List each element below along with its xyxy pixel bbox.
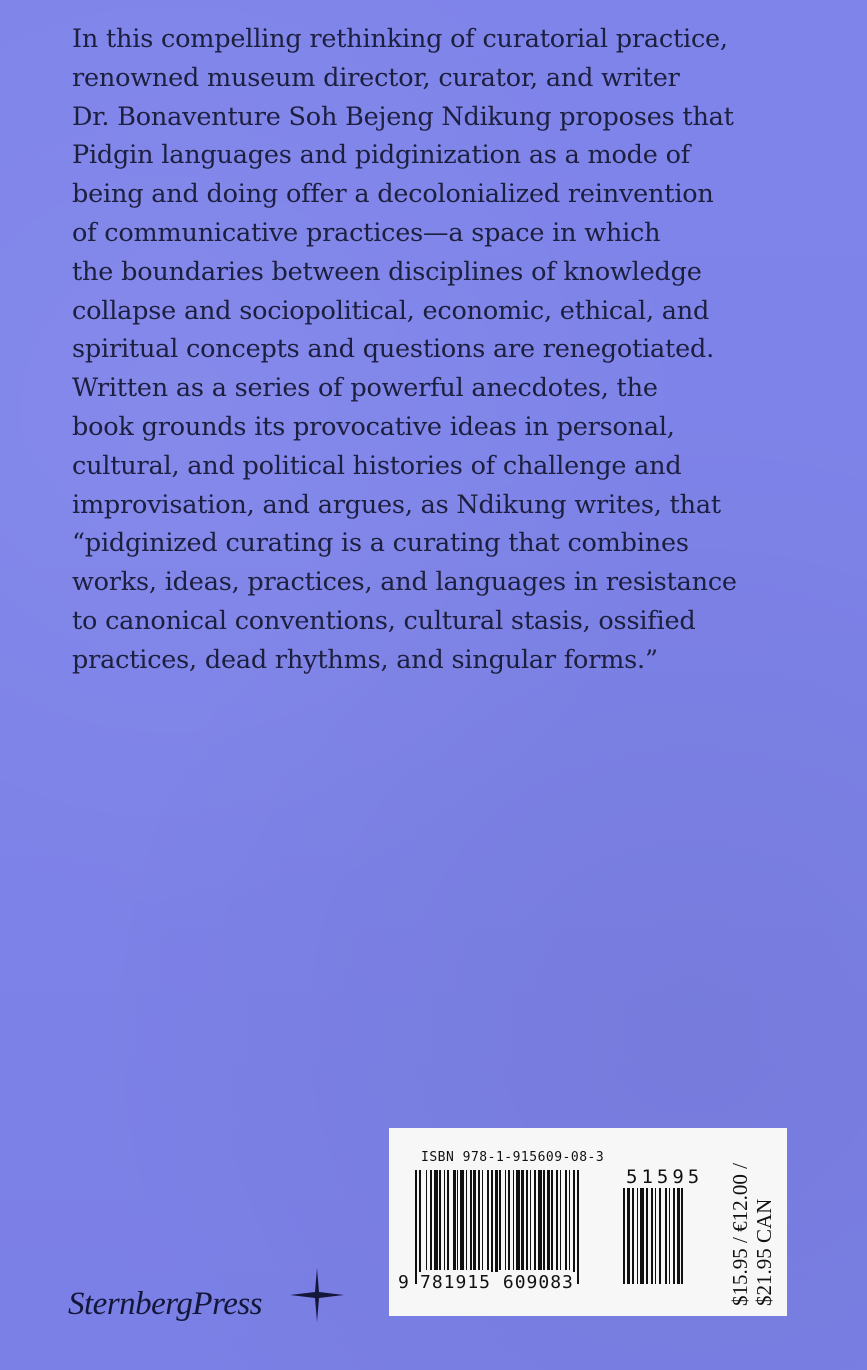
barcode-bar: [640, 1188, 644, 1284]
barcode-bar: [573, 1170, 575, 1284]
barcode-bar: [419, 1170, 421, 1284]
barcode-bar: [637, 1188, 638, 1284]
barcode-bar: [569, 1170, 570, 1270]
barcode-bar: [473, 1170, 476, 1270]
barcode-bar: [457, 1170, 458, 1270]
barcode-bar: [526, 1170, 528, 1270]
price-usd-eur: $15.95 / €12.00 /: [728, 1163, 752, 1306]
barcode-bar: [487, 1170, 489, 1270]
barcode-bar: [623, 1188, 625, 1284]
isbn-barcode: [415, 1170, 611, 1284]
barcode-bar: [499, 1170, 501, 1270]
barcode-bar: [547, 1170, 550, 1270]
blurb-line: practices, dead rhythms, and singular forms.”: [72, 644, 658, 675]
star-logo-icon: [288, 1266, 346, 1324]
blurb-line: renowned museum director, curator, and writer: [72, 62, 680, 93]
barcode-bar: [460, 1170, 464, 1270]
barcode-bar: [478, 1170, 480, 1270]
barcode-bar: [655, 1188, 656, 1284]
blurb-line: Pidgin languages and pidginization as a mode of: [72, 140, 690, 171]
barcode-bar: [651, 1188, 653, 1284]
barcode-bar: [453, 1170, 456, 1270]
barcode-bar: [534, 1170, 536, 1270]
barcode-bar: [444, 1170, 445, 1270]
barcode-bar: [681, 1188, 683, 1284]
barcode-bar: [556, 1170, 558, 1270]
price-block: [724, 1128, 774, 1316]
barcode-bar: [560, 1170, 561, 1270]
blurb-line: “pidginized curating is a curating that combines: [72, 528, 689, 559]
blurb-line: book grounds its provocative ideas in personal,: [72, 411, 675, 442]
price-cad: $21.95 CAN: [752, 1198, 776, 1306]
barcode-bar: [659, 1188, 661, 1284]
blurb-line: Dr. Bonaventure Soh Bejeng Ndikung proposes that: [72, 101, 734, 132]
barcode-bar: [426, 1170, 427, 1270]
isbn-label: ISBN 978-1-915609-08-3: [421, 1150, 605, 1165]
blurb-line: spiritual concepts and questions are renegotiated.: [72, 334, 715, 365]
barcode-bar: [677, 1188, 680, 1284]
barcode-bar: [482, 1170, 483, 1270]
blurb-line: to canonical conventions, cultural stasis, ossified: [72, 605, 696, 636]
barcode-panel: [389, 1128, 787, 1316]
barcode-bar: [577, 1170, 579, 1284]
barcode-bar: [439, 1170, 441, 1270]
blurb-line: the boundaries between disciplines of knowledge: [72, 256, 702, 287]
barcode-bar: [447, 1170, 449, 1270]
barcode-bar: [538, 1170, 542, 1270]
barcode-bar: [565, 1170, 567, 1270]
blurb-line: works, ideas, practices, and languages in resistance: [72, 567, 737, 598]
barcode-bar: [632, 1188, 634, 1284]
blurb-line: improvisation, and argues, as Ndikung writes, that: [72, 489, 721, 520]
barcode-bar: [673, 1188, 675, 1284]
barcode-bar: [516, 1170, 520, 1270]
barcode-bar: [669, 1188, 670, 1284]
blurb-line: cultural, and political histories of challenge and: [72, 450, 682, 481]
barcode-bar: [434, 1170, 438, 1270]
barcode-bar: [627, 1188, 630, 1284]
barcode-bar: [551, 1170, 553, 1270]
barcode-bar: [646, 1188, 648, 1284]
barcode-bar: [530, 1170, 531, 1270]
barcode-bar: [543, 1170, 545, 1270]
publisher-logo: SternbergPress: [68, 1286, 263, 1322]
barcode-bar: [665, 1188, 667, 1284]
ean-first-digit: 9: [398, 1272, 409, 1293]
addon-digits: 51595: [626, 1166, 704, 1188]
blurb-line: In this compelling rethinking of curatorial practice,: [72, 24, 728, 54]
book-blurb: [72, 20, 792, 680]
barcode-bar: [491, 1170, 493, 1284]
barcode-bar: [495, 1170, 498, 1284]
barcode-bar: [470, 1170, 472, 1270]
barcode-bar: [466, 1170, 467, 1270]
blurb-line: of communicative practices—a space in which: [72, 217, 661, 248]
barcode-bar: [505, 1170, 506, 1270]
barcode-bar: [513, 1170, 514, 1270]
ean-digits: 781915 609083: [420, 1272, 574, 1293]
barcode-bar: [430, 1170, 432, 1270]
price-addon-barcode: [623, 1188, 711, 1284]
barcode-bar: [415, 1170, 417, 1284]
barcode-bar: [521, 1170, 524, 1270]
blurb-line: being and doing offer a decolonialized reinvention: [72, 179, 714, 210]
blurb-line: collapse and sociopolitical, economic, ethical, and: [72, 295, 710, 326]
barcode-bar: [508, 1170, 510, 1270]
blurb-line: Written as a series of powerful anecdotes, the: [72, 373, 658, 404]
